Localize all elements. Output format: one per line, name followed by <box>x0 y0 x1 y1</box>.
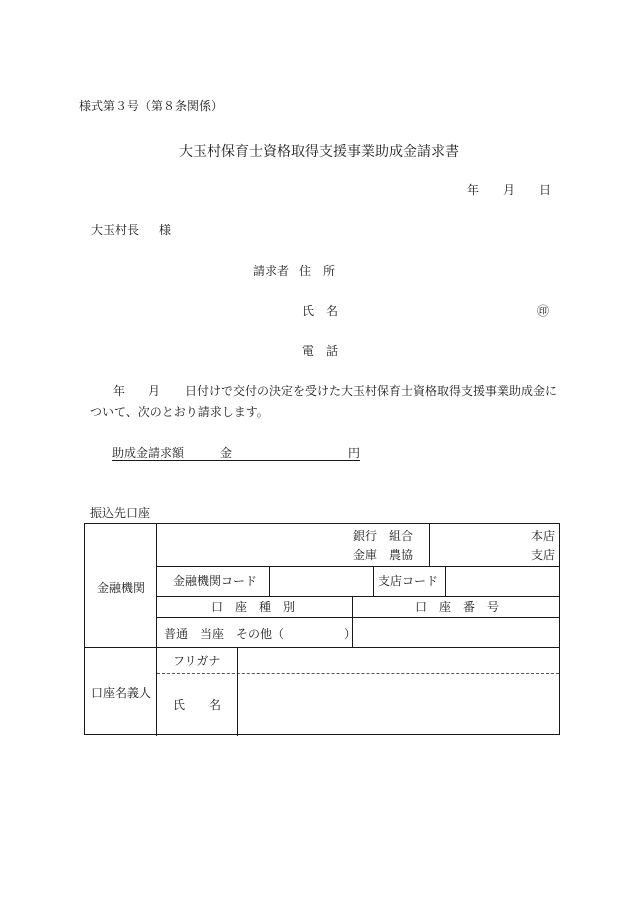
account-table <box>84 523 560 735</box>
document-title: 大玉村保育士資格取得支援事業助成金請求書 <box>179 144 459 160</box>
account-section-title: 振込先口座 <box>90 506 151 520</box>
table-line <box>445 566 446 596</box>
bank-type-top: 銀行 組合 <box>353 529 414 543</box>
date-day: 日 <box>539 183 552 197</box>
account-type-options: 普通 当座 その他（ ） <box>164 627 357 641</box>
requester-phone-label: 電 話 <box>302 344 339 358</box>
account-number-header: 口 座 番 号 <box>415 600 500 614</box>
holder-header: 口座名義人 <box>91 686 152 700</box>
amount-prefix: 金 <box>220 446 233 460</box>
table-line <box>269 566 270 596</box>
addressee-name: 大玉村長 <box>91 223 140 237</box>
table-line <box>429 524 430 566</box>
table-line <box>156 524 157 736</box>
bank-code-label: 金融機関コード <box>173 574 258 588</box>
amount-label: 助成金請求額 <box>112 446 185 460</box>
body-year: 年 <box>113 384 126 398</box>
furigana-label: フリガナ <box>173 654 221 668</box>
amount-suffix: 円 <box>348 446 361 460</box>
body-line1-rest: 日付けで交付の決定を受けた大玉村保育士資格取得支援事業助成金に <box>185 384 558 398</box>
bank-type-bottom: 金庫 農協 <box>353 548 414 562</box>
table-line <box>157 566 559 567</box>
date-year: 年 <box>467 183 480 197</box>
branch-main: 本店 <box>531 529 556 543</box>
form-number: 様式第３号（第８条関係） <box>79 99 224 113</box>
requester-name-label: 氏 名 <box>302 304 339 318</box>
seal-mark: ㊞ <box>537 304 550 318</box>
branch-code-label: 支店コード <box>378 574 439 588</box>
body-line2: ついて、次のとおり請求します。 <box>90 405 269 419</box>
account-type-header: 口 座 種 別 <box>211 600 296 614</box>
requester-address-label: 住 所 <box>299 264 336 278</box>
branch-sub: 支店 <box>531 548 556 562</box>
table-line <box>237 647 238 736</box>
table-line <box>157 596 559 597</box>
table-dashed-line <box>157 673 559 674</box>
bank-header: 金融機関 <box>97 581 146 595</box>
date-month: 月 <box>503 183 516 197</box>
requester-label: 請求者 <box>253 264 290 278</box>
holder-name-label: 氏 名 <box>173 698 222 712</box>
addressee-honorific: 様 <box>159 223 172 237</box>
table-line <box>157 617 559 618</box>
body-month: 月 <box>148 384 161 398</box>
table-line <box>373 566 374 596</box>
